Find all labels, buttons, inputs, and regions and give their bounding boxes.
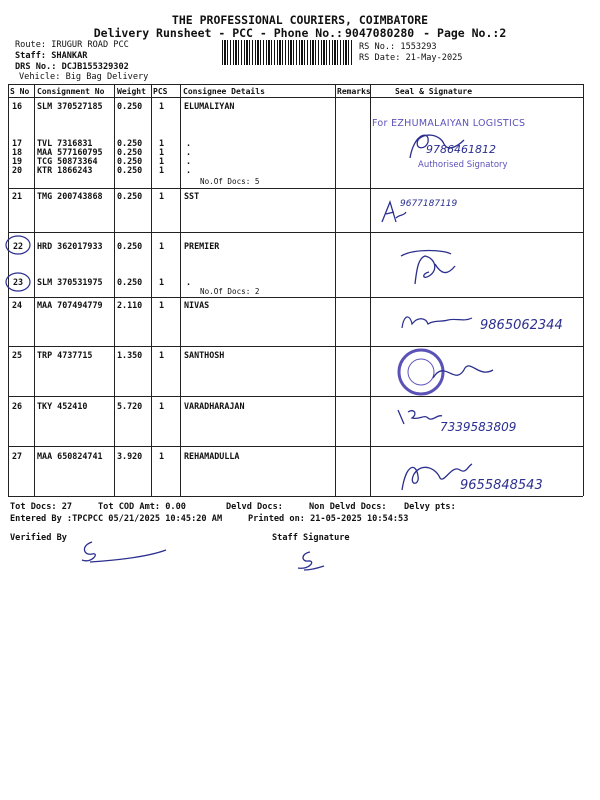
row-pcs: 1 [159,147,165,157]
row-consignment: SLM 370527185 [37,101,103,111]
staff-label: Staff: SHANKAR [15,51,88,61]
verified-signature [70,538,170,568]
printed-on: Printed on: 21-05-2025 10:54:53 [248,514,409,524]
row-consignee: . [186,147,192,157]
barcode [222,40,352,65]
row-consignment: TRP 4737715 [37,350,93,360]
rs-number: RS No.: 1553293 [359,42,437,52]
row-sno: 18 [12,147,23,157]
row-pcs: 1 [159,241,165,251]
signature-22 [395,246,465,288]
row-weight: 0.250 [117,147,143,157]
row-consignment: TCG 50873364 [37,156,98,166]
page-number: - Page No.:2 [423,26,507,40]
row-consignee: . [186,165,192,175]
row-weight: 0.250 [117,156,143,166]
handwritten-phone: 9677187119 [400,199,458,209]
row-weight: 0.250 [117,138,143,148]
row-consignment: TMG 200743868 [37,191,103,201]
staff-signature-label: Staff Signature [272,533,350,543]
signature-16 [400,128,470,164]
row-pcs: 1 [159,300,165,310]
row-pcs: 1 [159,156,165,166]
row-consignment: MAA 650824741 [37,451,103,461]
no-of-docs: No.Of Docs: 5 [200,177,260,186]
row-pcs: 1 [159,138,165,148]
row-weight: 1.350 [117,350,143,360]
row-weight: 0.250 [117,101,143,111]
row-consignment: MAA 577160795 [37,147,103,157]
row-consignee: PREMIER [184,241,220,251]
signature-24 [398,308,478,334]
signature-26 [394,404,444,428]
row-consignee: SST [184,191,200,201]
col-sno-header: S No [10,87,30,96]
row-sno: 27 [12,451,23,461]
row-sno: 24 [12,300,23,310]
non-delivered-docs: Non Delvd Docs: [309,502,387,512]
row-consignee: VARADHARAJAN [184,401,245,411]
row-sno: 17 [12,138,23,148]
staff-signature [290,548,330,574]
row-consignment: TKY 452410 [37,401,88,411]
company-title: THE PROFESSIONAL COURIERS, COIMBATORE [171,13,429,27]
row-pcs: 1 [159,165,165,175]
row-pcs: 1 [159,277,165,287]
row-weight: 0.250 [117,191,143,201]
rs-date: RS Date: 21-May-2025 [359,53,463,63]
total-docs: Tot Docs: 27 [10,502,73,512]
row-sno: 23 [13,277,24,287]
row-sno: 19 [12,156,23,166]
col-consignee-header: Consignee Details [183,87,265,96]
row-consignee: . [186,277,192,287]
handwritten-phone: 9786461812 [426,143,496,156]
route-label: Route: IRUGUR ROAD PCC [15,40,129,50]
row-consignee: . [186,156,192,166]
row-pcs: 1 [159,191,165,201]
phone-number: 9047080280 [344,26,415,40]
row-sno: 21 [12,191,23,201]
row-weight: 5.720 [117,401,143,411]
circle-mark-22 [4,233,34,257]
row-sno: 22 [13,241,24,251]
row-weight: 0.250 [117,277,143,287]
col-remarks-header: Remarks [337,87,371,96]
row-consignment: KTR 1866243 [37,165,93,175]
row-consignment: TVL 7316831 [37,138,93,148]
authorised-signatory-stamp: Authorised Signatory [418,160,508,170]
row-weight: 0.250 [117,241,143,251]
delivered-docs: Delvd Docs: [226,502,283,512]
col-seal-header: Seal & Signature [395,87,473,96]
row-sno: 16 [12,101,23,111]
row-consignee: NIVAS [184,300,210,310]
entered-by: Entered By :TPCPCC 05/21/2025 10:45:20 AM [10,514,223,524]
verified-by-label: Verified By [10,533,67,543]
row-sno: 20 [12,165,23,175]
row-consignment: HRD 362017933 [37,241,103,251]
row-weight: 3.920 [117,451,143,461]
row-weight: 2.110 [117,300,143,310]
vehicle-label: Vehicle: Big Bag Delivery [19,72,149,82]
row-consignee: ELUMALIYAN [184,101,235,111]
subtitle-text: Delivery Runsheet - PCC - Phone No.: [93,26,343,40]
drs-number: DRS No.: DCJB155329302 [15,62,129,72]
delivery-points: Delvy pts: [404,502,456,512]
row-consignment: MAA 707494779 [37,300,103,310]
row-sno: 25 [12,350,23,360]
row-pcs: 1 [159,350,165,360]
handwritten-phone: 7339583809 [440,420,517,434]
col-weight-header: Weight [117,87,146,96]
row-consignment: SLM 370531975 [37,277,103,287]
runsheet-subtitle [0,26,600,40]
row-weight: 0.250 [117,165,143,175]
row-consignee: SANTHOSH [184,350,225,360]
row-sno: 26 [12,401,23,411]
row-pcs: 1 [159,451,165,461]
row-pcs: 1 [159,101,165,111]
col-pcs-header: PCS [153,87,168,96]
row-consignee: REHAMADULLA [184,451,240,461]
row-pcs: 1 [159,401,165,411]
row-consignee: . [186,138,192,148]
seal-25 [393,348,503,396]
total-cod-amount: Tot COD Amt: 0.00 [98,502,186,512]
col-consignment-header: Consignment No [37,87,105,96]
handwritten-phone: 9865062344 [480,318,563,333]
circle-mark-23 [4,270,34,294]
no-of-docs: No.Of Docs: 2 [200,287,260,296]
company-stamp-text: For EZHUMALAIYAN LOGISTICS [372,118,526,129]
handwritten-phone: 9655848543 [460,478,543,493]
